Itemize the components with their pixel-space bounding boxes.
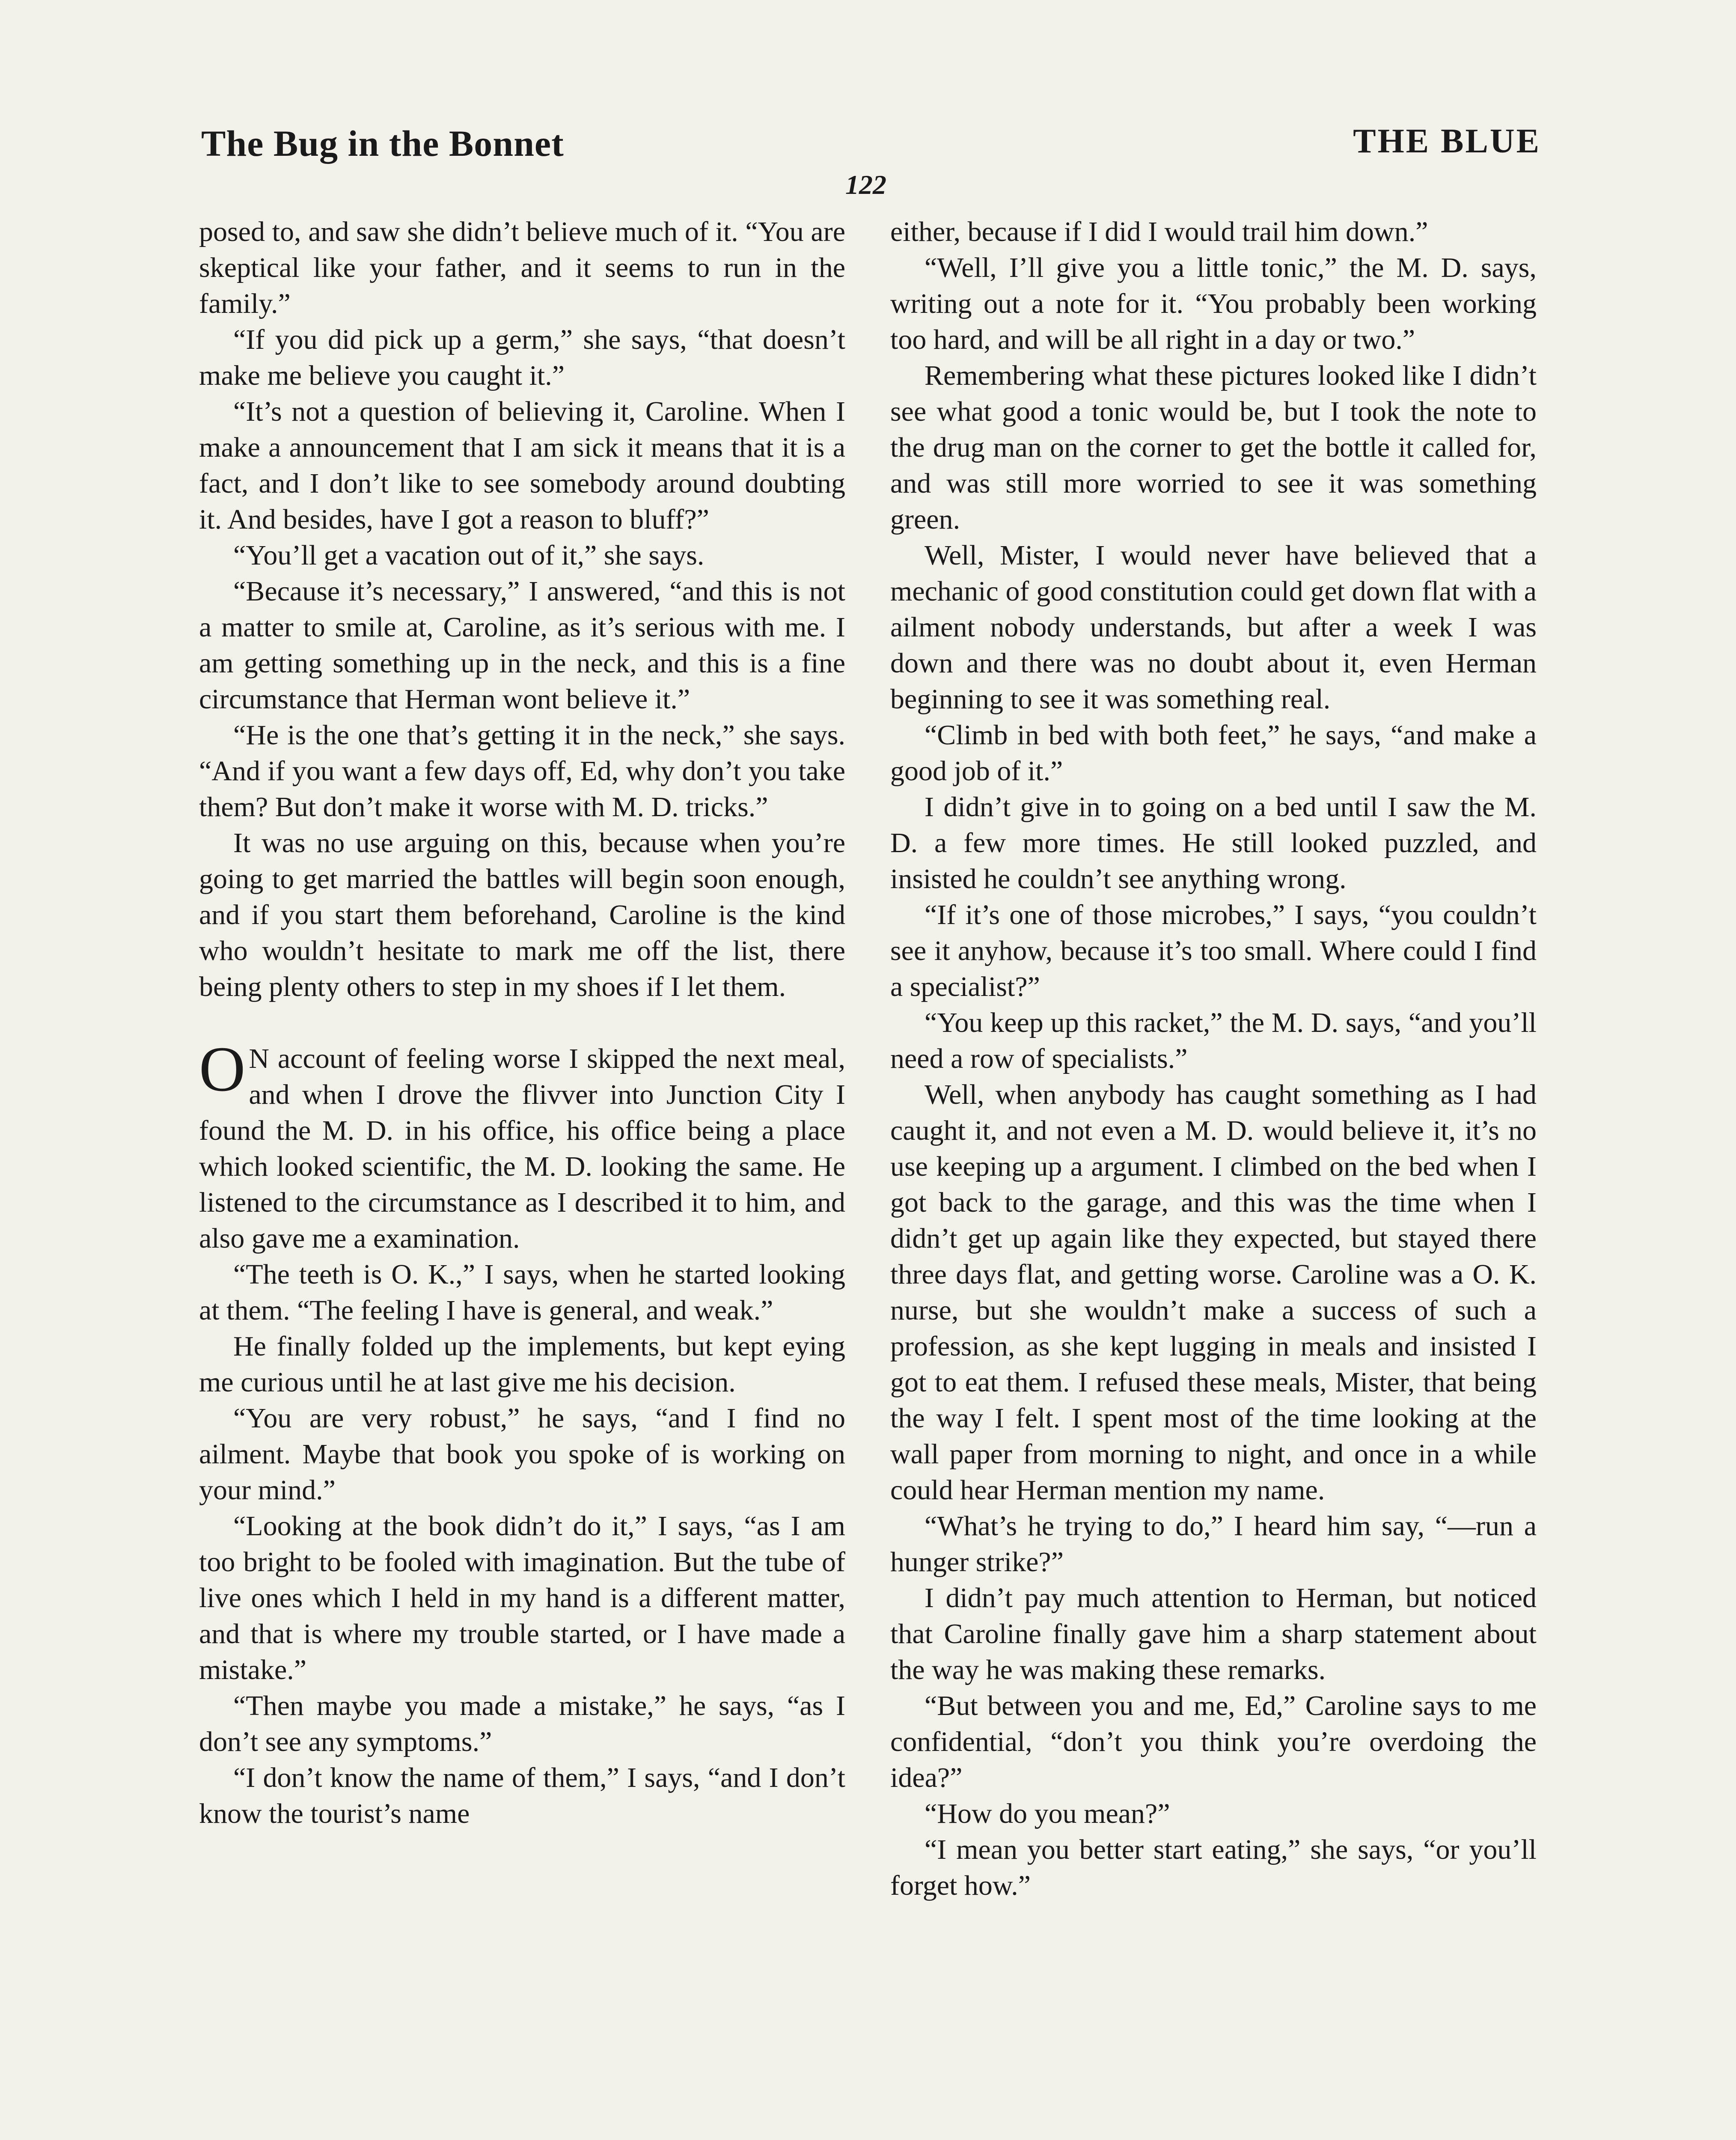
paragraph: Remembering what these pictures looked like I didn’t see what good a tonic would be, but I took the note to the drug man on the corner to get the bottle it called for, and was still more worried to see it was something green. [890,360,1537,535]
paragraph: Well, when anybody has caught something as I had caught it, and not even a M. D. would believe it, it’s no use keeping up a argument. I climbed on the bed when I got back to the garage, and this was the time when I didn’t get up again like they expected, but stayed there three days flat, and getting worse. Caroline was a O. K. nurse, but she wouldn’t make a success of such a profession, as she kept lugging in meals and insisted I got to eat them. I refused these meals, Mister, that being the way I felt. I spent most of the time looking at the wall paper from morning to night, and once in a while could hear Herman mention my name. [890,1079,1537,1506]
paragraph: “Then maybe you made a mistake,” he says, “as I don’t see any symptoms.” [199,1690,845,1757]
paragraph: “Well, I’ll give you a little tonic,” the M. D. says, writing out a note for it. “You probably been working too hard, and will be all right in a day or two.” [890,252,1537,355]
running-title: The Bug in the Bonnet [201,123,564,164]
paragraph: “If you did pick up a germ,” she says, “that doesn’t make me believe you caught it.” [199,324,845,391]
paragraph: “Climb in bed with both feet,” he says, “and make a good job of it.” [890,719,1537,787]
paragraph: “How do you mean?” [924,1798,1170,1829]
right-column [890,214,1537,1904]
paragraph: “It’s not a question of believing it, Caroline. When I make a announcement that I am sick it means that it is a fact, and I don’t like to see somebody around doubting it. And besides, have I got a reason to bluff?” [199,396,845,535]
paragraph: “The teeth is O. K.,” I says, when he started looking at them. “The feeling I have is general, and weak.” [199,1259,845,1326]
paragraph: I didn’t pay much attention to Herman, but noticed that Caroline finally gave him a sharp statement about the way he was making these remarks. [890,1582,1537,1685]
paragraph: “You keep up this racket,” the M. D. says, “and you’ll need a row of specialists.” [890,1007,1537,1074]
left-column [199,214,845,1832]
paragraph: “I mean you better start eating,” she says, “or you’ll forget how.” [890,1834,1537,1901]
paragraph: He finally folded up the implements, but kept eying me curious until he at last give me his decision. [199,1331,845,1398]
paragraph: “If it’s one of those microbes,” I says, “you couldn’t see it anyhow, because it’s too small. Where could I find a specialist?” [890,899,1537,1002]
section-opening-paragraph [199,1034,845,1257]
paragraph: “You’ll get a vacation out of it,” she says. [233,540,705,571]
drop-cap-text: N account of feeling worse I skipped the next meal, and when I drove the flivver into Junction City I found the M. D. in his office, his office being a place which looked scientific, the M. D. looking the same. He listened to the circumstance as I described it to him, and also gave me a examination. [199,1043,845,1254]
paragraph: I didn’t give in to going on a bed until I saw the M. D. a few more times. He still looked puzzled, and insisted he couldn’t see anything wrong. [890,791,1537,895]
page-number: 122 [845,169,886,200]
journal-name: THE BLUE [1353,122,1541,160]
paragraph: “He is the one that’s getting it in the neck,” she says. “And if you want a few days off, Ed, why don’t you take them? But don’t make it worse with M. D. tricks.” [199,719,845,823]
paragraph: Well, Mister, I would never have believed that a mechanic of good constitution could get down flat with a ailment nobody understands, but after a week I was down and there was no doubt about it, even Herman beginning to see it was something real. [890,540,1537,715]
paragraph: either, because if I did I would trail him down.” [890,216,1428,247]
paragraph: “What’s he trying to do,” I heard him say, “—run a hunger strike?” [890,1510,1537,1578]
paragraph: “But between you and me, Ed,” Caroline says to me confidential, “don’t you think you’re overdoing the idea?” [890,1690,1537,1793]
paragraph: “You are very robust,” he says, “and I find no ailment. Maybe that book you spoke of is working on your mind.” [199,1403,845,1506]
paragraph: “Because it’s necessary,” I answered, “and this is not a matter to smile at, Caroline, as it’s serious with me. I am getting something up in the neck, and this is a fine circumstance that Herman wont believe it.” [199,576,845,715]
drop-cap-letter: O [199,1034,246,1105]
paragraph: posed to, and saw she didn’t believe much of it. “You are skeptical like your father, and it seems to run in the family.” [199,216,845,319]
paragraph: “Looking at the book didn’t do it,” I says, “as I am too bright to be fooled with imagination. But the tube of live ones which I held in my hand is a different matter, and that is where my trouble started, or I have made a mistake.” [199,1510,845,1685]
paragraph: “I don’t know the name of them,” I says, “and I don’t know the tourist’s name [199,1762,845,1829]
paragraph: It was no use arguing on this, because when you’re going to get married the battles will begin soon enough, and if you start them beforehand, Caroline is the kind who wouldn’t hesitate to mark me off the list, there being plenty others to step in my shoes if I let them. [199,827,845,1002]
